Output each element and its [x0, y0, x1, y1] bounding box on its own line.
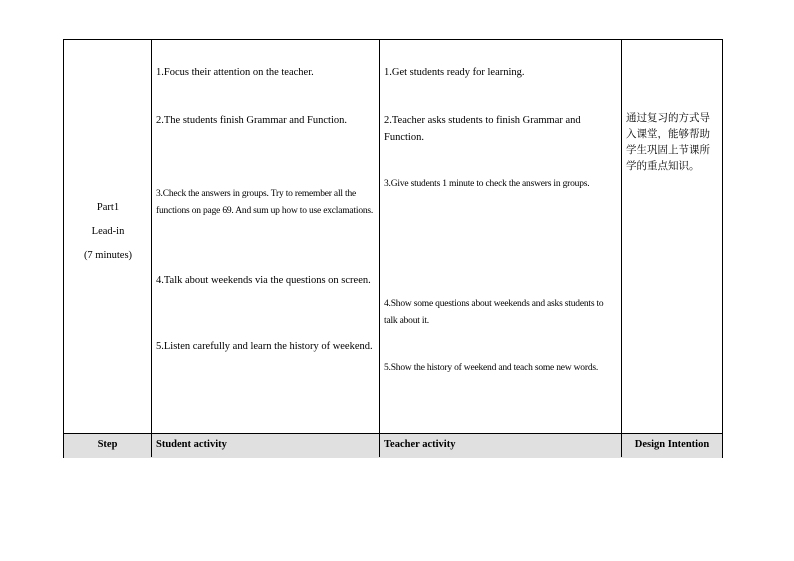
header-student-activity: Student activity: [156, 439, 227, 450]
student-activity-2: 2.The students finish Grammar and Function.: [156, 115, 348, 126]
teacher-activity-2: 2.Teacher asks students to finish Grammar and Function.: [384, 115, 581, 143]
column-divider: [621, 40, 622, 457]
header-teacher-activity: Teacher activity: [384, 439, 456, 450]
student-activity-3: 3.Check the answers in groups. Try to remember all the functions on page 69. And sum up how to use exclamations.: [156, 189, 374, 216]
teacher-activity-3: 3.Give students 1 minute to check the answers in groups.: [384, 179, 590, 189]
header-design-intention: Design Intention: [634, 439, 710, 450]
student-activity-4: 4.Talk about weekends via the questions on screen.: [156, 275, 371, 286]
design-intention-text: 通过复习的方式导入课堂，能够帮助学生巩固上节课所学的重点知识。: [626, 112, 710, 172]
teacher-activity-5: 5.Show the history of weekend and teach some new words.: [384, 363, 599, 373]
lesson-plan-table: [63, 39, 723, 458]
step-part: Part1: [96, 202, 120, 213]
column-divider: [379, 40, 380, 457]
step-name: Lead-in: [91, 226, 125, 237]
step-time: (7 minutes): [83, 250, 133, 261]
teacher-activity-1: 1.Get students ready for learning.: [384, 67, 525, 78]
column-divider: [151, 40, 152, 457]
student-activity-1: 1.Focus their attention on the teacher.: [156, 67, 314, 78]
student-activity-5: 5.Listen carefully and learn the history of weekend.: [156, 341, 373, 352]
teacher-activity-4: 4.Show some questions about weekends and asks students to talk about it.: [384, 299, 604, 326]
header-step: Step: [97, 439, 118, 450]
